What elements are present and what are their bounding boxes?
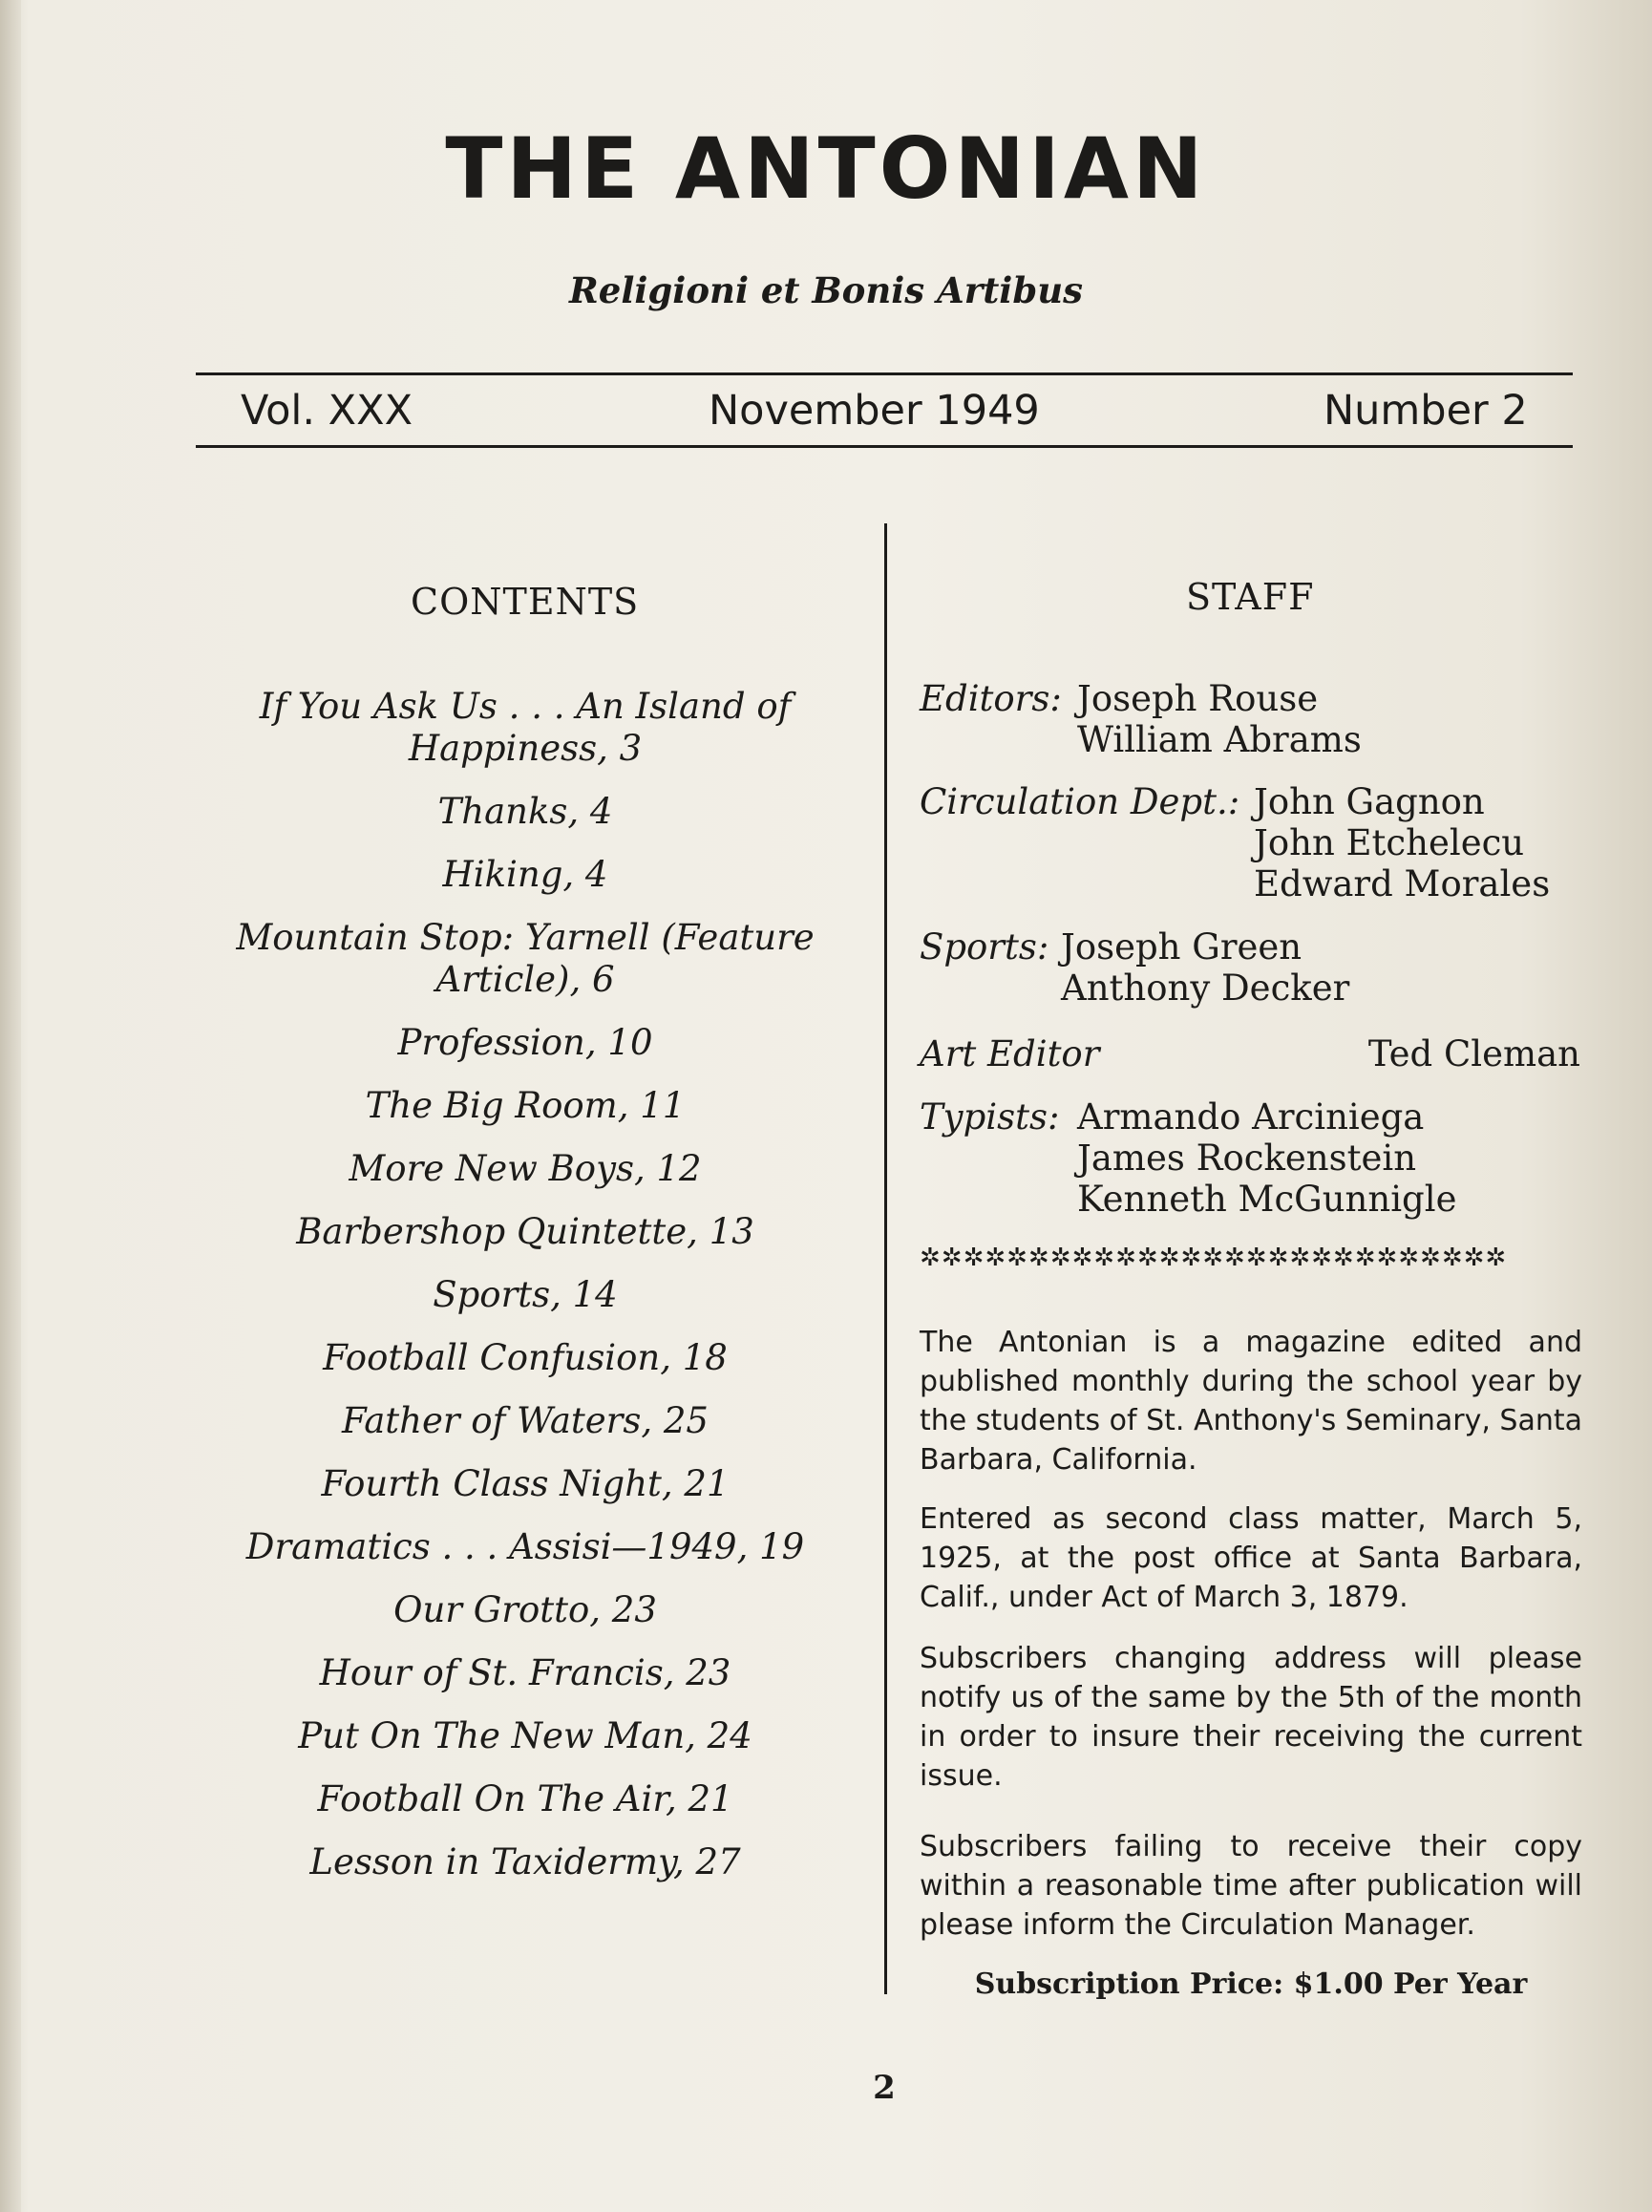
contents-item: If You Ask Us . . . An Island of Happiness, 3 [259, 686, 792, 769]
masthead-title: THE ANTONIAN [445, 119, 1207, 218]
staff-names [1077, 1096, 1456, 1220]
contents-list [220, 686, 831, 1904]
staff-sports [920, 926, 1349, 1009]
volume-label: Vol. XXX [241, 387, 413, 435]
staff-name: Joseph Green [1061, 926, 1303, 968]
contents-item: Lesson in Taxidermy, 27 [309, 1841, 741, 1882]
staff-role: Editors: [920, 678, 1062, 719]
contents-item: The Big Room, 11 [365, 1085, 686, 1126]
staff-art-editor [920, 1033, 1580, 1074]
page-spine [0, 0, 21, 2212]
contents-item: Put On The New Man, 24 [298, 1715, 752, 1756]
staff-name: Edward Morales [1254, 863, 1551, 904]
staff-names [1077, 678, 1362, 760]
staff-name: Armando Arciniega [1077, 1096, 1425, 1138]
staff-role: Art Editor [920, 1033, 1100, 1074]
staff-name: Joseph Rouse [1077, 678, 1319, 719]
staff-role: Sports: [920, 926, 1049, 968]
contents-item: Football Confusion, 18 [323, 1337, 728, 1378]
contents-item: Thanks, 4 [437, 791, 613, 832]
staff-heading: STAFF [1186, 576, 1315, 618]
column-divider [884, 523, 887, 1994]
contents-item: Father of Waters, 25 [342, 1400, 709, 1441]
page-number: 2 [873, 2069, 896, 2107]
staff-names [1254, 781, 1550, 904]
contents-heading: CONTENTS [411, 581, 640, 623]
staff-name: William Abrams [1077, 719, 1362, 760]
staff-editors [920, 678, 1362, 760]
staff-name: John Etchelecu [1254, 822, 1525, 863]
staff-role: Circulation Dept.: [920, 781, 1240, 822]
subscription-price: Subscription Price: $1.00 Per Year [974, 1967, 1528, 2001]
contents-item: Profession, 10 [397, 1022, 653, 1063]
bottom-rule [196, 445, 1573, 448]
contents-item: Sports, 14 [433, 1274, 618, 1315]
staff-name: Kenneth McGunnigle [1077, 1179, 1457, 1220]
staff-circulation [920, 781, 1550, 904]
notice-paragraph: Entered as second class matter, March 5, 1925, at the post office at Santa Barbara, Calif., under Act of March 3, 1879. [920, 1502, 1582, 1614]
contents-item: Mountain Stop: Yarnell (Feature Article), 6 [236, 917, 815, 1000]
notice-paragraph: The Antonian is a magazine edited and published monthly during the school year by the students of St. Anthony's Seminary, Santa Barbara, California. [920, 1326, 1582, 1477]
staff-name: James Rockenstein [1077, 1138, 1417, 1179]
top-rule [196, 372, 1573, 375]
notice-paragraph: Subscribers changing address will please notify us of the same by the 5th of the month in order to insure their receiving the current issue. [920, 1642, 1582, 1793]
notice-paragraph: Subscribers failing to receive their copy within a reasonable time after publication will please inform the Circulation Manager. [920, 1830, 1582, 1942]
contents-item: Fourth Class Night, 21 [321, 1463, 730, 1504]
contents-item: Hiking, 4 [442, 854, 608, 895]
staff-role: Typists: [920, 1096, 1060, 1138]
issue-number: Number 2 [1324, 387, 1528, 435]
staff-typists [920, 1096, 1456, 1220]
contents-item: Dramatics . . . Assisi—1949, 19 [245, 1526, 805, 1567]
issue-date: November 1949 [709, 387, 1040, 435]
contents-item: Barbershop Quintette, 13 [296, 1211, 754, 1252]
staff-name: John Gagnon [1254, 781, 1485, 822]
staff-names [1061, 926, 1349, 1009]
ornament-border-icon: ✲✲✲✲✲✲✲✲✲✲✲✲✲✲✲✲✲✲✲✲✲✲✲✲✲✲✲ [920, 1244, 1508, 1272]
contents-item: Hour of St. Francis, 23 [319, 1652, 731, 1693]
masthead-motto: Religioni et Bonis Artibus [569, 269, 1083, 311]
contents-item: Our Grotto, 23 [393, 1589, 657, 1630]
contents-item: Football On The Air, 21 [317, 1778, 733, 1819]
staff-name: Ted Cleman [1367, 1033, 1580, 1074]
contents-item: More New Boys, 12 [349, 1148, 702, 1189]
staff-name: Anthony Decker [1061, 968, 1350, 1009]
